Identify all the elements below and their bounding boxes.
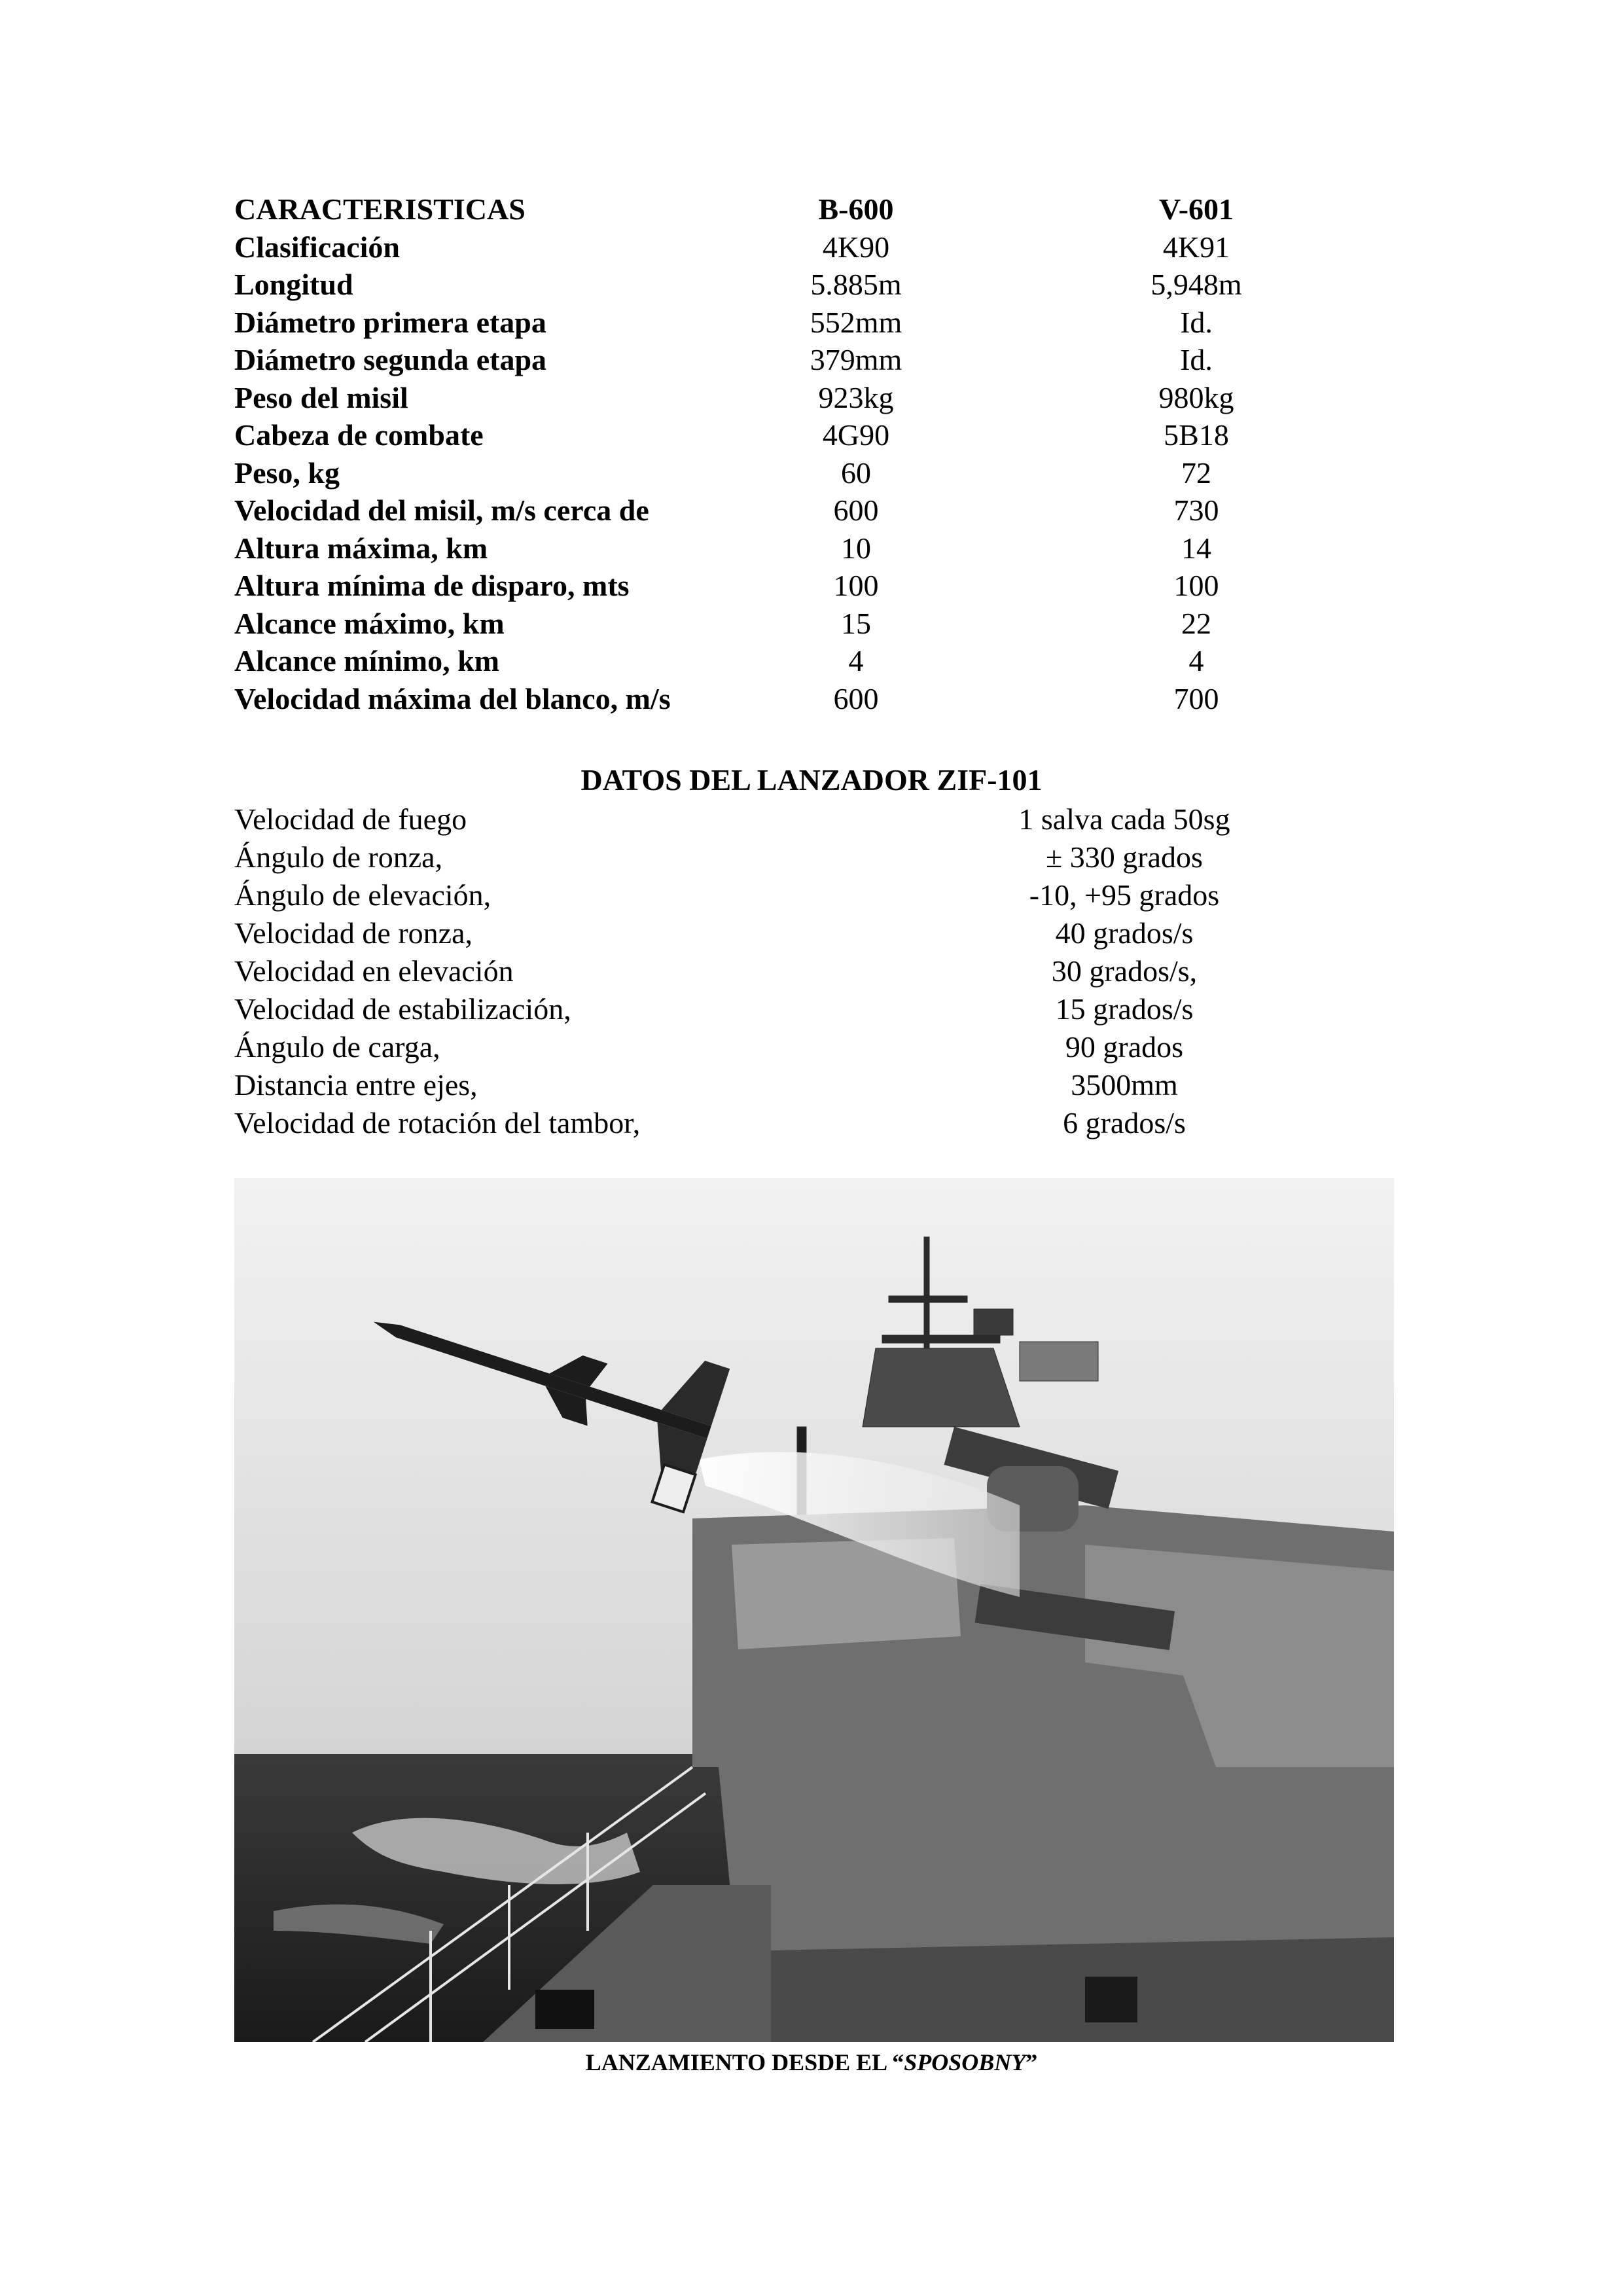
launcher-row xyxy=(234,990,1308,1028)
bollard xyxy=(535,1990,594,2029)
spec-v601-value: 4 xyxy=(1188,644,1204,677)
spec-v601-value: 700 xyxy=(1173,681,1219,715)
spec-v601-value: 100 xyxy=(1173,569,1219,602)
launcher-value: 90 grados xyxy=(1065,1030,1184,1064)
launcher-label: Ángulo de carga, xyxy=(234,1030,440,1064)
spec-label: Longitud xyxy=(234,268,353,301)
spec-b600-value: 4G90 xyxy=(822,418,890,452)
specs-row xyxy=(234,680,1308,718)
specs-row xyxy=(234,567,1308,605)
launcher-row xyxy=(234,1066,1308,1104)
launcher-label: Velocidad de fuego xyxy=(234,802,467,836)
launcher-row xyxy=(234,1104,1308,1142)
spec-v601-value: Id. xyxy=(1180,305,1213,339)
spec-v601-value: 22 xyxy=(1181,606,1211,640)
spec-b600-value: 15 xyxy=(841,606,871,640)
spec-label: Alcance máximo, km xyxy=(234,606,505,640)
specs-header-b600: B-600 xyxy=(818,192,894,226)
launcher-row xyxy=(234,838,1308,876)
spec-label: Cabeza de combate xyxy=(234,418,484,452)
launcher-section-title: DATOS DEL LANZADOR ZIF-101 xyxy=(580,763,1043,797)
specs-row xyxy=(234,266,1308,304)
spec-b600-value: 5.885m xyxy=(810,268,902,301)
spec-label: Altura mínima de disparo, mts xyxy=(234,569,630,602)
spec-label: Diámetro segunda etapa xyxy=(234,343,547,376)
spec-label: Alcance mínimo, km xyxy=(234,644,500,677)
bollard xyxy=(1085,1977,1137,2022)
launcher-label: Ángulo de elevación, xyxy=(234,878,491,912)
spec-v601-value: 5,948m xyxy=(1150,268,1242,301)
spec-b600-value: 552mm xyxy=(810,305,902,339)
specs-header-row xyxy=(234,190,1308,228)
launcher-value: 6 grados/s xyxy=(1063,1106,1186,1139)
spec-b600-value: 4K90 xyxy=(822,230,890,264)
spec-b600-value: 600 xyxy=(833,681,879,715)
specs-row xyxy=(234,341,1308,379)
launcher-label: Ángulo de ronza, xyxy=(234,840,443,874)
launcher-row xyxy=(234,876,1308,914)
spec-v601-value: 730 xyxy=(1173,493,1219,527)
specs-header-v601: V-601 xyxy=(1158,192,1234,226)
caption-text: LANZAMIENTO DESDE EL “ xyxy=(585,2049,904,2075)
launcher-label: Velocidad de rotación del tambor, xyxy=(234,1106,641,1139)
spec-label: Peso del misil xyxy=(234,380,408,414)
launcher-label: Velocidad en elevación xyxy=(234,954,514,988)
specs-row xyxy=(234,416,1308,454)
launcher-value: 30 grados/s, xyxy=(1051,954,1198,988)
spec-v601-value: 14 xyxy=(1181,531,1211,565)
specs-row xyxy=(234,642,1308,680)
launcher-label: Distancia entre ejes, xyxy=(234,1068,478,1102)
launcher-value: ± 330 grados xyxy=(1046,840,1203,874)
launcher-data-table xyxy=(234,800,1308,1142)
deck-plate xyxy=(771,1937,1394,2042)
spec-b600-value: 379mm xyxy=(810,343,902,376)
spec-b600-value: 600 xyxy=(833,493,879,527)
spec-v601-value: 5B18 xyxy=(1164,418,1229,452)
photo-caption xyxy=(0,2047,1623,2077)
spec-label: Velocidad del misil, m/s cerca de xyxy=(234,493,649,527)
spec-v601-value: 72 xyxy=(1181,456,1211,490)
spec-b600-value: 4 xyxy=(848,644,864,677)
spec-label: Diámetro primera etapa xyxy=(234,305,546,339)
spec-v601-value: 980kg xyxy=(1158,380,1234,414)
launcher-row xyxy=(234,1028,1308,1066)
missile-launch-illustration xyxy=(234,1178,1394,2042)
missile-specs-table xyxy=(234,190,1308,717)
launcher-label: Velocidad de estabilización, xyxy=(234,992,571,1026)
launcher-value: 3500mm xyxy=(1071,1068,1178,1102)
launcher-value: 1 salva cada 50sg xyxy=(1018,802,1230,836)
specs-row xyxy=(234,605,1308,643)
spec-b600-value: 923kg xyxy=(818,380,894,414)
specs-row xyxy=(234,454,1308,492)
specs-row xyxy=(234,492,1308,529)
spec-b600-value: 100 xyxy=(833,569,879,602)
launcher-value: -10, +95 grados xyxy=(1029,878,1220,912)
spec-label: Velocidad máxima del blanco, m/s xyxy=(234,681,671,715)
launcher-value: 15 grados/s xyxy=(1055,992,1194,1026)
caption-ship-name: SPOSOBNY xyxy=(904,2049,1026,2075)
specs-row xyxy=(234,379,1308,417)
specs-header-label: CARACTERISTICAS xyxy=(234,192,526,226)
launcher-row xyxy=(234,952,1308,990)
specs-row xyxy=(234,529,1308,567)
spec-v601-value: 4K91 xyxy=(1162,230,1230,264)
specs-row xyxy=(234,228,1308,266)
launcher-row xyxy=(234,800,1308,838)
spec-b600-value: 10 xyxy=(841,531,871,565)
spec-v601-value: Id. xyxy=(1180,343,1213,376)
launcher-value: 40 grados/s xyxy=(1055,916,1194,950)
spec-label: Clasificación xyxy=(234,230,400,264)
spec-b600-value: 60 xyxy=(841,456,871,490)
specs-row xyxy=(234,304,1308,342)
spec-label: Peso, kg xyxy=(234,456,340,490)
launcher-label: Velocidad de ronza, xyxy=(234,916,473,950)
spec-label: Altura máxima, km xyxy=(234,531,488,565)
caption-closing-quote: ” xyxy=(1026,2049,1038,2075)
launcher-row xyxy=(234,914,1308,952)
missile-launch-photo xyxy=(234,1178,1394,2042)
